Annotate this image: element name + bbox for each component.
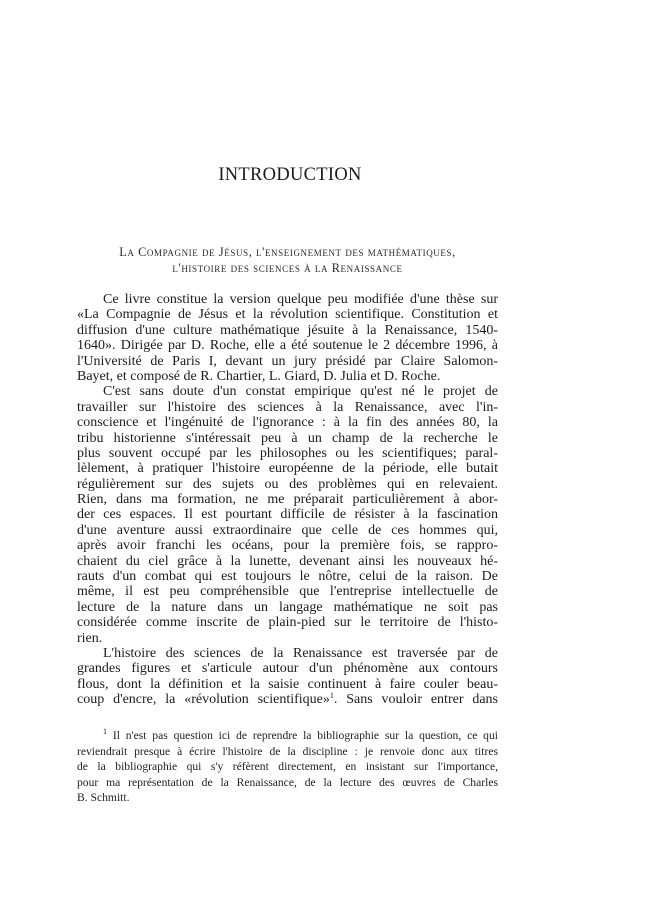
text-line: rien. [77,630,103,646]
text-segment: . Sans vouloir entrer dans [333,692,498,708]
paragraph [77,646,498,708]
text-line: lecture de la nature dans un langage mathématique ne soit pas [77,599,498,615]
text-line: conscience et l'ingénuité de l'ignorance : à la fin des années 80, la [77,415,498,431]
paragraph [77,384,498,646]
text-line: tribu historienne s'intéressait peu à un champ de la recherche le [77,430,498,446]
text-line: chaient du ciel grâce à la lunette, devenant ainsi les nouveaux hé- [77,553,498,569]
footnote-line: pour ma représentation de la Renaissance, de la lecture des œuvres de Charles [77,775,498,789]
footnote-line: de la bibliographie qui s'y réfèrent directement, en insistant sur l'importance, [77,760,498,774]
text-segment: coup d'encre, la «révolution scientifique» [77,692,330,708]
text-line: 1640». Dirigée par D. Roche, elle a été soutenue le 2 décembre 1996, à [77,338,498,354]
section-heading-line: La Compagnie de Jésus, l'enseignement des mathématiques, [119,245,456,259]
text-line: lèlement, à pratiquer l'histoire européenne de la période, elle butait [77,461,498,477]
body-text [77,292,498,708]
text-line: C'est sans doute d'un constat empirique qu'est né le projet de [103,384,498,400]
text-line: flous, dont la définition et la saisie continuent à faire couler beau- [77,676,498,692]
text-line: «La Compagnie de Jésus et la révolution scientifique. Constitution et [77,307,498,323]
footnote-reference[interactable]: 1 [329,692,334,701]
text-line: l'Université de Paris I, devant un jury présidé par Claire Salomon- [77,353,498,369]
text-segment: Il n'est pas question ici de reprendre la bibliographie sur la question, ce qui [112,729,498,742]
text-line: régulièrement sur des sujets ou des problèmes qui en relevaient. [77,476,498,492]
footnote [77,728,498,806]
footnote-line [77,728,498,744]
text-line: grandes figures et s'articule autour d'un phénomène aux contours [77,661,498,677]
text-line: travailler sur l'histoire des sciences à la Renaissance, avec l'in- [77,399,498,415]
footnote-number: 1 [103,728,107,736]
section-heading-line: l'histoire des sciences à la Renaissance [172,261,403,275]
text-line: rauts d'un combat qui est toujours le nôtre, celui de la raison. De [77,569,498,585]
text-line: Rien, dans ma formation, ne me préparait particulièrement à abor- [77,492,498,508]
text-line: considérée comme inscrite de plain-pied sur le territoire de l'histo- [77,615,498,631]
text-line [77,692,498,707]
text-line: plus souvent occupé par les philosophes ou les scientifiques; paral- [77,445,498,461]
text-line: d'une aventure aussi extraordinaire que celle de ces hommes qui, [77,522,498,538]
footnote-line: reviendrait presque à écrire l'histoire de la discipline : je renvoie donc aux titres [77,744,498,758]
footnote-line: B. Schmitt. [77,791,130,805]
paragraph [77,292,498,384]
text-line: L'histoire des sciences de la Renaissance est traversée par de [103,645,498,661]
text-line: der ces espaces. Il est pourtant difficile de résister à la fascination [77,507,498,523]
chapter-title: INTRODUCTION [218,165,362,185]
text-line: après avoir franchi les océans, pour la première fois, se rappro- [77,538,498,554]
text-line: Ce livre constitue la version quelque peu modifiée d'une thèse sur [103,292,498,307]
text-line: Bayet, et composé de R. Chartier, L. Giard, D. Julia et D. Roche. [77,368,441,384]
text-line: même, il est peu compréhensible que l'entreprise intellectuelle de [77,584,498,600]
section-heading [77,244,498,276]
text-line: diffusion d'une culture mathématique jésuite à la Renaissance, 1540- [77,322,498,338]
